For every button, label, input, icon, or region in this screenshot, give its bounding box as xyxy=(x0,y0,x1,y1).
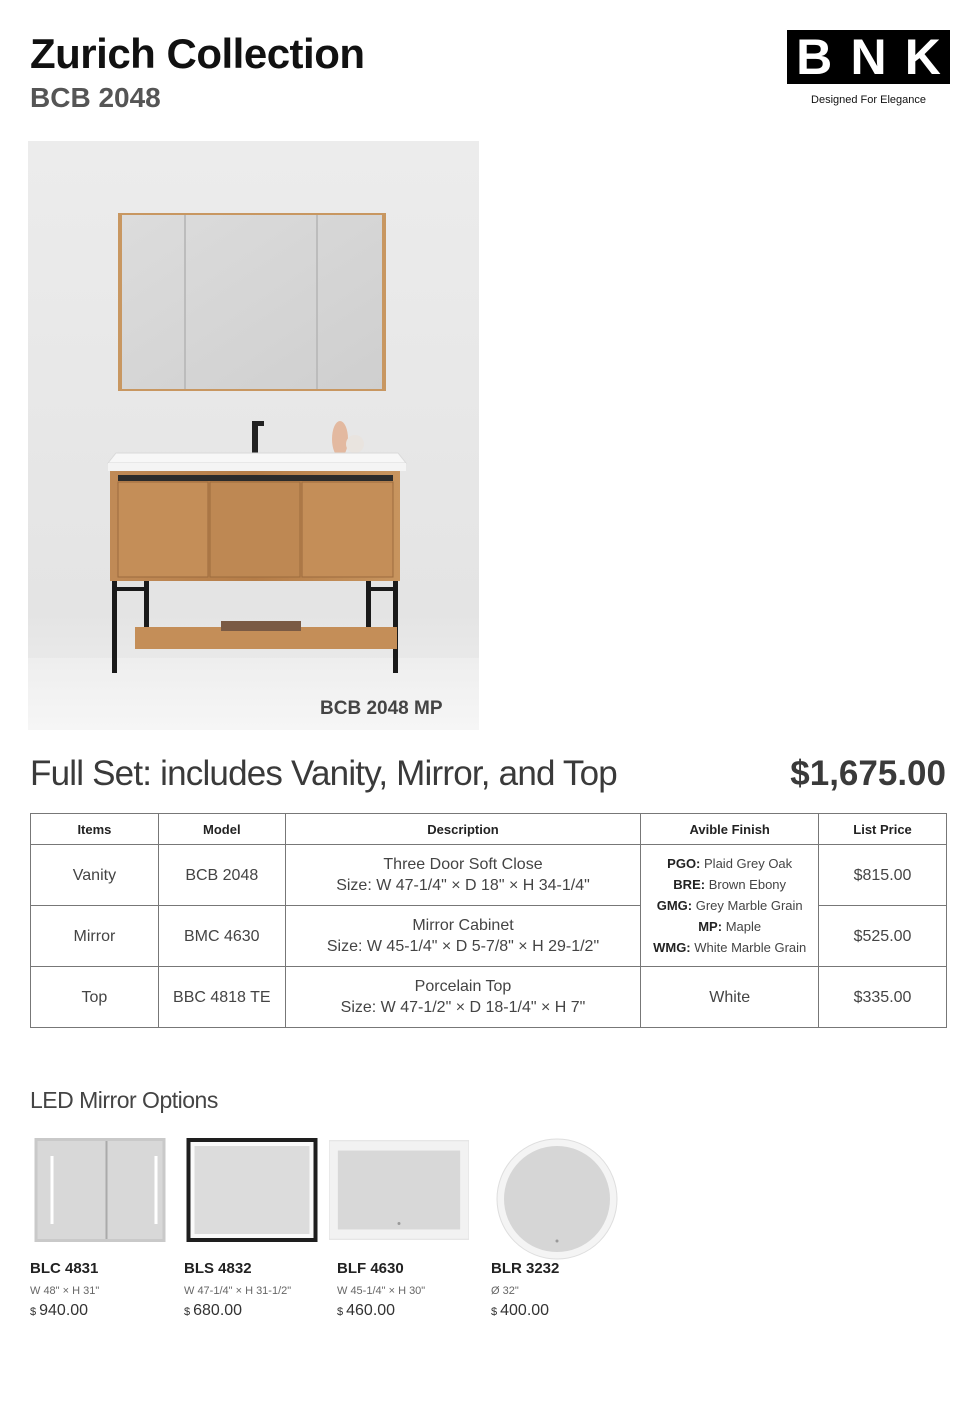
led-price xyxy=(337,1302,395,1320)
logo-tagline: Designed For Elegance xyxy=(811,94,926,106)
led-dimensions: W 45-1/4" × H 30" xyxy=(337,1285,426,1297)
table-row xyxy=(31,967,947,1028)
vanity-illustration xyxy=(28,141,479,730)
led-section-title: LED Mirror Options xyxy=(30,1087,218,1113)
cell-item: Mirror xyxy=(31,906,159,967)
led-dimensions: W 48" × H 31" xyxy=(30,1285,100,1297)
cell-item: Vanity xyxy=(31,845,159,906)
price-value: 460.00 xyxy=(346,1302,396,1319)
currency-symbol: $ xyxy=(184,1306,191,1318)
led-mirror-image-blf4630 xyxy=(329,1138,469,1242)
price-value: 400.00 xyxy=(500,1302,550,1319)
led-price xyxy=(491,1302,549,1320)
cell-description xyxy=(285,845,641,906)
finish-item: MP: Maple xyxy=(698,919,762,934)
table-header-row xyxy=(31,814,947,845)
currency-symbol: $ xyxy=(337,1306,344,1318)
mirror-cabinet xyxy=(118,213,386,391)
cell-model: BBC 4818 TE xyxy=(158,967,285,1028)
cell-item: Top xyxy=(31,967,159,1028)
description-line: Porcelain Top xyxy=(414,978,512,995)
currency-symbol: $ xyxy=(491,1306,498,1318)
header-description: Description xyxy=(285,814,641,845)
logo-letter-b: B xyxy=(796,29,833,85)
page-title: Zurich Collection xyxy=(30,30,365,77)
led-mirror-image-blc4831 xyxy=(30,1138,170,1242)
header-items: Items xyxy=(31,814,159,845)
cell-price: $335.00 xyxy=(819,967,947,1028)
size-line: Size: W 45-1/4" × D 5-7/8" × H 29-1/2" xyxy=(326,938,600,955)
cell-price: $525.00 xyxy=(819,906,947,967)
finish-item: WMG: White Marble Grain xyxy=(653,940,807,955)
cell-description xyxy=(285,906,641,967)
header-model: Model xyxy=(158,814,285,845)
cell-model: BCB 2048 xyxy=(158,845,285,906)
led-model-name: BLR 3232 xyxy=(491,1260,560,1277)
led-price xyxy=(184,1302,242,1320)
finish-item: BRE: Brown Ebony xyxy=(673,877,787,892)
currency-symbol: $ xyxy=(30,1306,37,1318)
logo-mark xyxy=(787,30,950,84)
cell-price: $815.00 xyxy=(819,845,947,906)
logo-letter-k: K xyxy=(904,29,941,85)
size-line: Size: W 47-1/2" × D 18-1/4" × H 7" xyxy=(340,999,586,1016)
led-mirror-image-blr3232 xyxy=(487,1138,627,1260)
vanity-frame xyxy=(112,581,398,673)
led-model-name: BLS 4832 xyxy=(184,1260,252,1277)
cell-description xyxy=(285,967,641,1028)
led-mirror-image-bls4832 xyxy=(182,1138,322,1242)
finish-item: GMG: Grey Marble Grain xyxy=(656,898,803,913)
hero-caption: BCB 2048 MP xyxy=(320,698,443,719)
header-finish: Avible Finish xyxy=(641,814,819,845)
led-price xyxy=(30,1302,88,1320)
page-subtitle: BCB 2048 xyxy=(30,82,161,113)
full-set-description: Full Set: includes Vanity, Mirror, and Top xyxy=(30,754,617,793)
cell-finish-list xyxy=(641,845,819,967)
finish-item: PGO: Plaid Grey Oak xyxy=(667,856,793,871)
led-model-name: BLF 4630 xyxy=(337,1260,404,1277)
description-line: Three Door Soft Close xyxy=(383,856,543,873)
brand-logo xyxy=(787,30,950,106)
cell-model: BMC 4630 xyxy=(158,906,285,967)
product-hero-image xyxy=(28,141,479,730)
led-dimensions: Ø 32" xyxy=(491,1285,519,1297)
price-value: 940.00 xyxy=(39,1302,89,1319)
porcelain-top xyxy=(108,453,406,471)
logo-letter-n: N xyxy=(850,29,887,85)
header-list-price: List Price xyxy=(819,814,947,845)
size-line: Size: W 47-1/4" × D 18" × H 34-1/4" xyxy=(336,877,590,894)
cell-finish: White xyxy=(641,967,819,1028)
table-row xyxy=(31,845,947,906)
full-set-price: $1,675.00 xyxy=(790,754,946,793)
description-line: Mirror Cabinet xyxy=(412,917,514,934)
led-model-name: BLC 4831 xyxy=(30,1260,99,1277)
spec-table xyxy=(30,813,947,1028)
vanity-body xyxy=(110,471,400,581)
led-dimensions: W 47-1/4" × H 31-1/2" xyxy=(184,1285,292,1297)
price-value: 680.00 xyxy=(193,1302,243,1319)
